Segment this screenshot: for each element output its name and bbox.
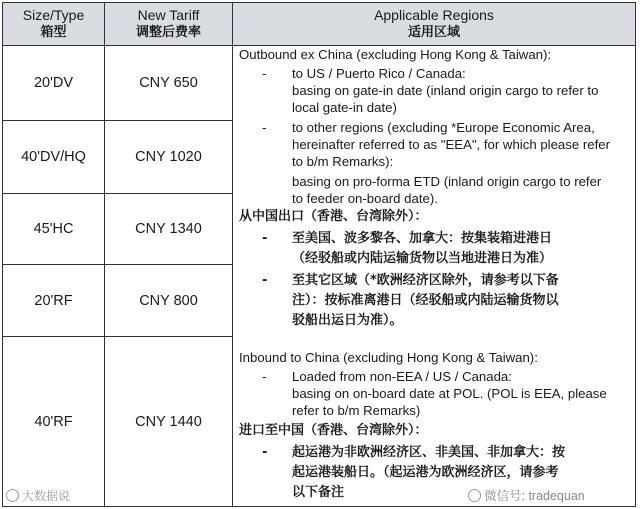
outbound-zh-item-1: 至美国、波多黎各、加拿大：按集装箱进港日 (292, 231, 553, 246)
header-tariff-zh: 调整后费率 (135, 25, 201, 40)
watermark-left-text: 大数据说 (22, 489, 71, 503)
inbound-item-1-line2: basing on on-board date at POL. (POL is EEA, please (292, 386, 607, 401)
applicable-regions-cell (232, 44, 630, 504)
outbound-zh-item-2-line3: 驳船出运日为准）。 (292, 313, 403, 328)
header-size-type (3, 3, 105, 46)
outbound-zh-item-1-line2: （经驳船或内陆运输货物以当地进港日为准） (292, 251, 553, 266)
header-regions-en: Applicable Regions (374, 7, 494, 23)
outbound-zh-item-2-line2: 注）：按标准离港日（经驳船或内陆运输货物以 (292, 293, 559, 308)
watermark-right (468, 486, 585, 504)
watermark-left (6, 487, 70, 504)
row-4-type: 20'RF (3, 265, 105, 337)
inbound-zh-item-1-line3: 以下备注 (292, 485, 345, 500)
row-5-tariff: CNY 1440 (105, 337, 233, 507)
outbound-item-2-line5: to feeder on-board date). (292, 191, 438, 206)
header-applicable-regions (233, 3, 635, 46)
bullet-dash: - (262, 231, 268, 246)
watermark-right-text: 微信号: tradequan (484, 489, 585, 503)
outbound-item-2-line2: hereinafter referred to as "EEA", for which please refer (292, 137, 610, 152)
header-size-zh: 箱型 (40, 25, 67, 40)
row-3-tariff: CNY 1340 (105, 194, 233, 265)
row-2-type: 40'DV/HQ (3, 121, 105, 194)
outbound-item-1-line3: local gate-in date) (292, 100, 397, 115)
header-regions-zh: 适用区域 (407, 25, 460, 40)
bullet-dash: - (262, 369, 267, 384)
header-new-tariff (105, 3, 233, 46)
inbound-title: Inbound to China (excluding Hong Kong & Taiwan): (239, 350, 538, 365)
header-tariff-en: New Tariff (137, 7, 200, 23)
outbound-item-1-line2: basing on gate-in date (inland origin cargo to refer to (292, 83, 599, 98)
row-4-tariff: CNY 800 (105, 265, 233, 337)
inbound-zh-item-1: 起运港为非欧洲经济区、非美国、非加拿大：按 (292, 445, 566, 460)
bullet-dash: - (262, 120, 267, 135)
bullet-dash: - (262, 445, 268, 460)
outbound-item-2: to other regions (excluding *Europe Economic Area, (292, 120, 595, 135)
outbound-title: Outbound ex China (excluding Hong Kong & Taiwan): (239, 47, 552, 62)
row-1-type: 20'DV (3, 46, 105, 121)
logo-icon (6, 489, 19, 502)
inbound-zh-item-1-line2: 起运港装船日。（起运港为欧洲经济区，请参考 (292, 465, 559, 480)
row-1-tariff: CNY 650 (105, 46, 233, 121)
inbound-item-1: Loaded from non-EEA / US / Canada: (292, 369, 512, 384)
outbound-item-2-line4: basing on pro-forma ETD (inland origin cargo to refer (292, 174, 602, 189)
outbound-zh-item-2: 至其它区域（*欧洲经济区除外，请参考以下备 (292, 273, 559, 288)
row-3-type: 45'HC (3, 194, 105, 265)
header-size-en: Size/Type (22, 7, 85, 23)
outbound-item-1: to US / Puerto Rico / Canada: (292, 66, 466, 81)
bullet-dash: - (262, 66, 267, 81)
row-2-tariff: CNY 1020 (105, 121, 233, 194)
outbound-item-2-line3: to b/m Remarks): (292, 154, 394, 169)
inbound-item-1-line3: refer to b/m Remarks) (292, 403, 421, 418)
row-5-type: 40'RF (3, 337, 105, 507)
outbound-title-zh: 从中国出口（香港、台湾除外）： (239, 209, 428, 224)
wechat-icon (468, 489, 481, 502)
bullet-dash: - (262, 273, 268, 288)
inbound-title-zh: 进口至中国（香港、台湾除外）： (239, 423, 428, 438)
